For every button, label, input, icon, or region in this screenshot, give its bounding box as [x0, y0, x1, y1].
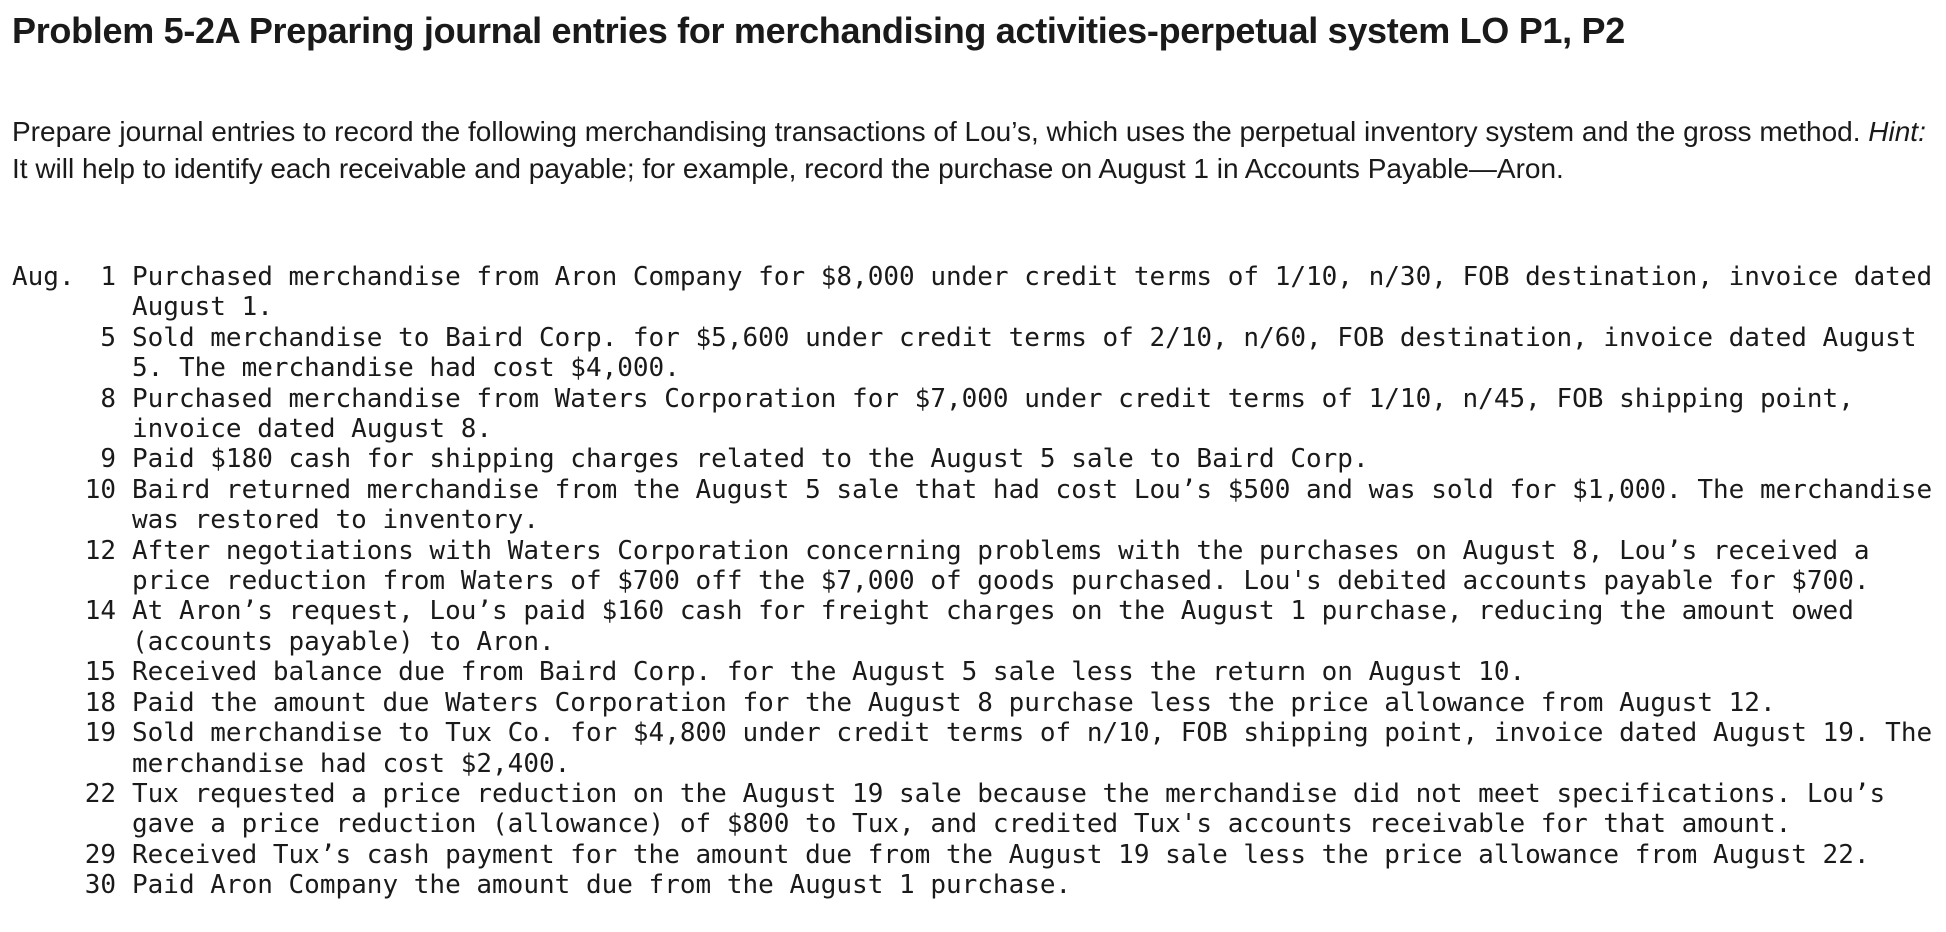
transaction-item: [12, 840, 1937, 870]
transaction-item: [12, 536, 1937, 597]
transaction-description: After negotiations with Waters Corporation concerning problems with the purchases on August 8, Lou’s received a price reduction from Waters of $700 off the $7,000 of goods purchased. Lou's debited accounts payable for $700.: [132, 535, 1870, 597]
transaction-item: [12, 870, 1937, 900]
transaction-item: [12, 779, 1937, 840]
transaction-description: Paid $180 cash for shipping charges related to the August 5 sale to Baird Corp.: [132, 444, 1369, 475]
transaction-day: 30: [84, 870, 116, 901]
transaction-description: Paid the amount due Waters Corporation for the August 8 purchase less the price allowance from August 12.: [132, 687, 1776, 718]
transaction-item: [12, 718, 1937, 779]
transaction-description: Baird returned merchandise from the August 5 sale that had cost Lou’s $500 and was sold for $1,000. The merchandise was restored to inventory.: [132, 474, 1933, 536]
transaction-description: Sold merchandise to Baird Corp. for $5,600 under credit terms of 2/10, n/60, FOB destination, invoice dated August 5. The merchandise had cost $4,000.: [132, 322, 1917, 384]
transaction-day: 19: [84, 718, 116, 749]
transaction-day: 1: [100, 262, 116, 292]
transaction-description: At Aron’s request, Lou’s paid $160 cash for freight charges on the August 1 purchase, reducing the amount owed (accounts payable) to Aron.: [132, 596, 1854, 657]
transaction-day: 9: [100, 444, 116, 475]
transaction-day: 10: [84, 474, 116, 505]
transaction-item: [12, 688, 1937, 718]
transaction-item: [12, 262, 1937, 323]
transaction-item: [12, 444, 1937, 474]
transaction-item: [12, 323, 1937, 384]
transaction-day: 18: [84, 687, 116, 718]
transaction-item: [12, 475, 1937, 536]
transaction-description: Tux requested a price reduction on the August 19 sale because the merchandise did not meet specifications. Lou’s gave a price reduction (allowance) of $800 to Tux, and credited Tux's accounts receivable for that amount.: [132, 778, 1886, 840]
transaction-day: 15: [84, 657, 116, 688]
instructions-text: Prepare journal entries to record the following merchandising transactions of Lou’s, which uses the perpetual inventory system and the gross method.: [12, 116, 1869, 147]
hint-text: It will help to identify each receivable and payable; for example, record the purchase on August 1 in Accounts Payable—Aron.: [12, 153, 1564, 184]
transaction-description: Paid Aron Company the amount due from the August 1 purchase.: [132, 870, 1072, 901]
transaction-day: 29: [84, 839, 116, 870]
transaction-description: Received balance due from Baird Corp. for the August 5 sale less the return on August 10.: [132, 657, 1526, 688]
transaction-day: 8: [100, 383, 116, 414]
transaction-description: Received Tux’s cash payment for the amount due from the August 19 sale less the price allowance from August 22.: [132, 839, 1870, 870]
problem-title: Problem 5-2A Preparing journal entries for merchandising activities-perpetual system LO P1, P2: [12, 10, 1625, 51]
transaction-list: [12, 262, 1937, 901]
transaction-item: [12, 384, 1937, 445]
transaction-description: Purchased merchandise from Aron Company for $8,000 under credit terms of 1/10, n/30, FOB destination, invoice dated August 1.: [132, 262, 1933, 323]
hint-label: Hint:: [1868, 116, 1926, 147]
transaction-item: [12, 657, 1937, 687]
transaction-day: 22: [84, 778, 116, 809]
transaction-item: [12, 596, 1937, 657]
transaction-day: 5: [100, 322, 116, 353]
transaction-description: Purchased merchandise from Waters Corporation for $7,000 under credit terms of 1/10, n/45, FOB shipping point, invoice dated August 8.: [132, 383, 1854, 445]
problem-instructions: [12, 113, 1932, 187]
transaction-description: Sold merchandise to Tux Co. for $4,800 under credit terms of n/10, FOB shipping point, invoice dated August 19. The merchandise had cost $2,400.: [132, 718, 1933, 779]
transaction-day: 12: [84, 535, 116, 566]
transaction-month: Aug.: [12, 262, 75, 292]
transaction-day: 14: [84, 596, 116, 627]
